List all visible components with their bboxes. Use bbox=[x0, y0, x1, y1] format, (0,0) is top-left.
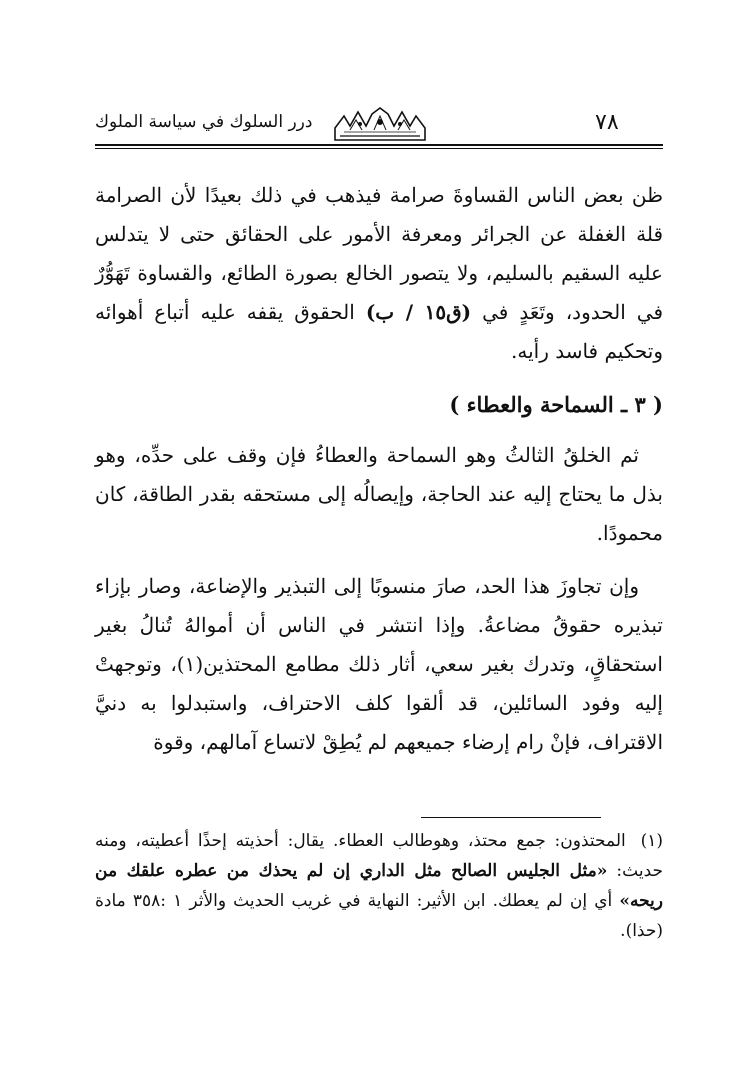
main-text bbox=[95, 176, 663, 762]
manuscript-marker: (ق١٥ / ب) bbox=[365, 300, 472, 324]
crown-ornament-icon bbox=[330, 106, 430, 142]
footnote-hadith: «مثل الجليس الصالح مثل الداري إن لم يحذك من عطره علقك من ريحه» bbox=[95, 861, 663, 911]
footnote-text-a: المحتذون: جمع محتذ، وهوطالب العطاء. يقال: أحذيته إحذًا أعطيته، ومنه حديث: bbox=[95, 831, 664, 881]
footnote-divider bbox=[421, 817, 601, 818]
paragraph-1-end: الحقوق يقفه عليه أتباع أهوائه وتحكيم فاسد رأيه. bbox=[95, 300, 663, 363]
footnotes bbox=[95, 826, 663, 946]
header-rule bbox=[95, 144, 663, 146]
paragraph-1-text: ظن بعض الناس القساوةَ صرامة فيذهب في ذلك بعيدًا لأن الصرامة قلة الغفلة عن الجرائر ومعرفة الأمور على الحقائق حتى لا يتدلس عليه السقيم بالسليم، ولا يتصور الخالع بصورة الطائع، والقساوة تَهَوُّرٌ في الحدود، وتَعَدٍ في bbox=[95, 183, 664, 324]
running-title: درر السلوك في سياسة الملوك bbox=[95, 112, 313, 132]
paragraph-2: ثم الخلقُ الثالثُ وهو السماحة والعطاءُ فإن وقف على حدِّه، وهو بذل ما يحتاج إليه عند الحاجة، وإيصالُه إلى مستحقه بقدر الطاقة، كان محمودًا. bbox=[95, 443, 663, 545]
page-number: ٧٨ bbox=[595, 110, 619, 135]
header-rule-thin bbox=[95, 148, 663, 149]
footnote-text-b: أي إن لم يعطك. ابن الأثير: النهاية في غريب الحديث والأثر ١ :٣٥٨ مادة (حذا). bbox=[95, 891, 663, 941]
footnote-marker: (١) bbox=[640, 831, 663, 851]
page-header bbox=[95, 104, 663, 152]
paragraph-1 bbox=[95, 176, 663, 371]
section-heading: ( ٣ ـ السماحة والعطاء ) bbox=[449, 392, 663, 417]
paragraph-3: وإن تجاوزَ هذا الحد، صارَ منسوبًا إلى التبذير والإضاعة، وصار بإزاء تبذيره حقوقُ مضاعةُ. وإذا انتشر في الناس أن أموالهُ تُنالُ بغير استحقاقٍ، وتدرك بغير سعي، أثار ذلك مطامع المحتذين(١)، وتوجهتْ إليه وفود السائلين، قد ألقوا كلف الاحتراف، واستبدلوا به دنيَّ الاقتراف، فإنْ رام إرضاء جميعهم لم يُطِقْ لاتساع آمالهم، وقوة bbox=[95, 574, 663, 754]
